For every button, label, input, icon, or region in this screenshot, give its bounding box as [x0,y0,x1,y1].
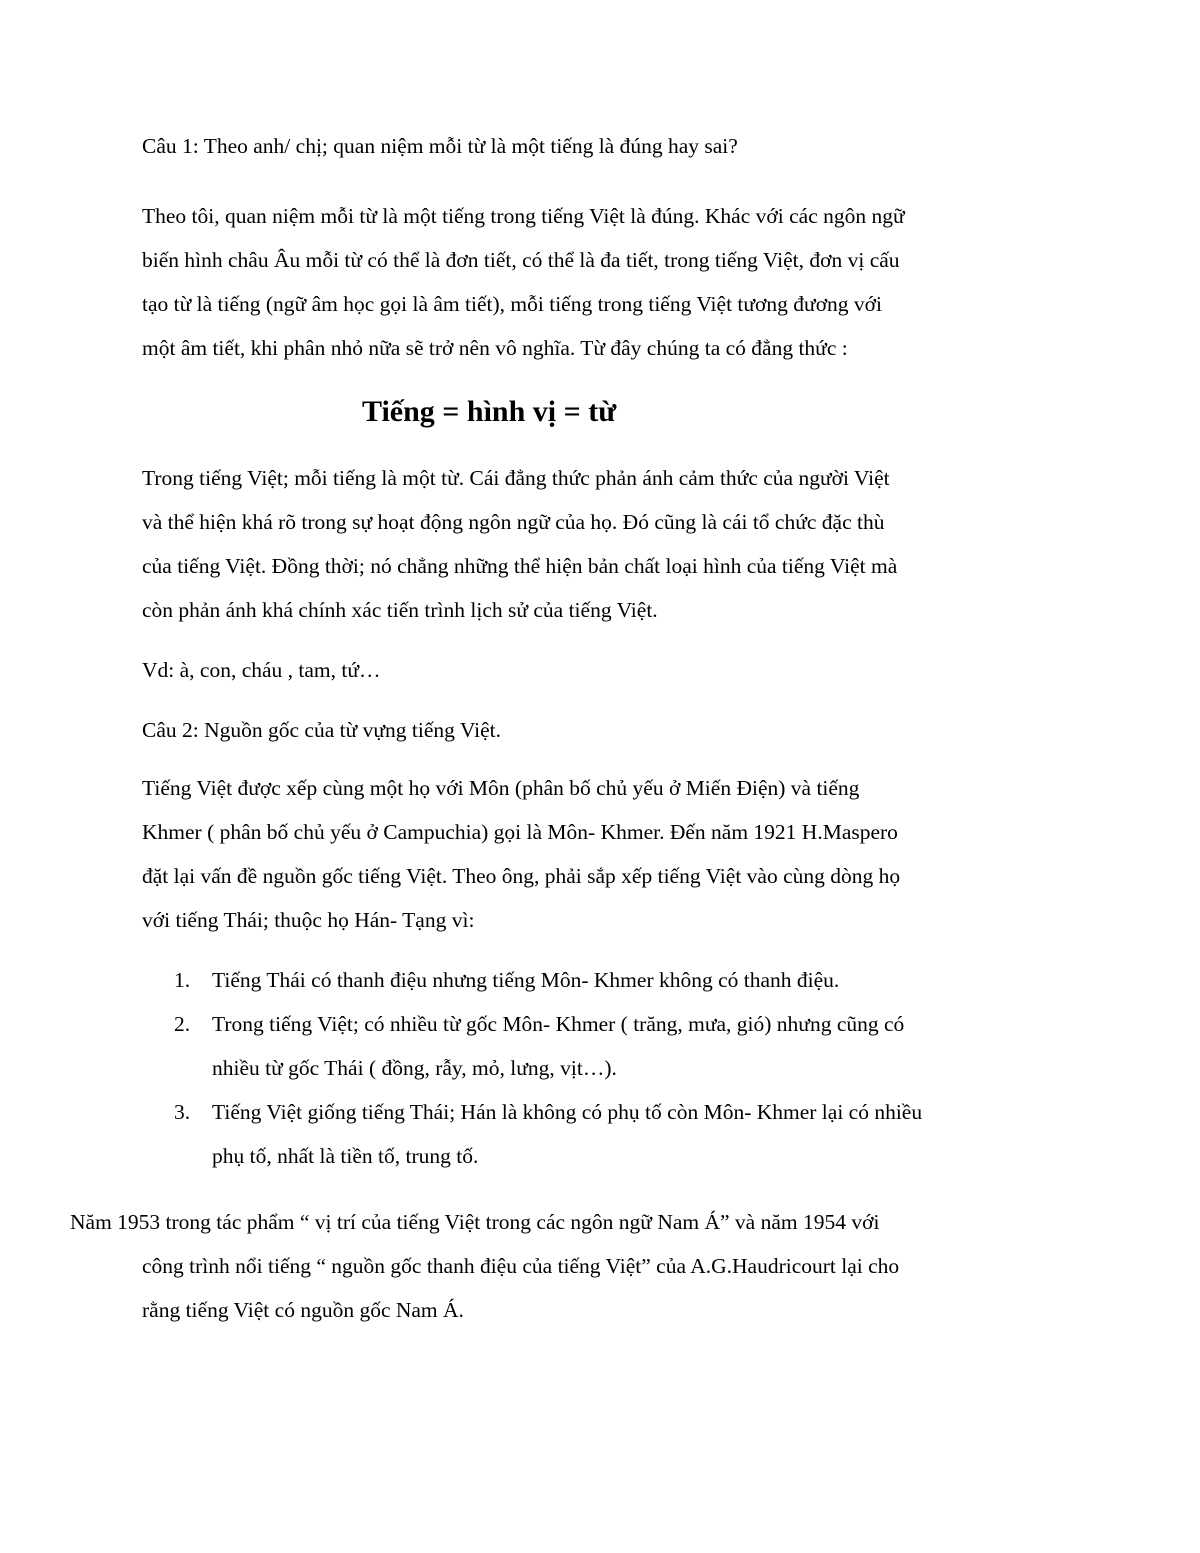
text-line: đặt lại vấn đề nguồn gốc tiếng Việt. Theo ông, phải sắp xếp tiếng Việt vào cùng dòng họ [142,864,901,888]
text-line: một âm tiết, khi phân nhỏ nữa sẽ trở nên vô nghĩa. Từ đây chúng ta có đẳng thức : [142,336,848,360]
question-1-paragraph-2 [142,456,1062,632]
text-line: Trong tiếng Việt; có nhiều từ gốc Môn- Khmer ( trăng, mưa, gió) nhưng cũng có [212,1012,905,1036]
text-line: Tiếng Việt được xếp cùng một họ với Môn (phân bố chủ yếu ở Miến Điện) và tiếng [142,776,860,800]
text-line: tạo từ là tiếng (ngữ âm học gọi là âm tiết), mỗi tiếng trong tiếng Việt tương đương với [142,292,883,316]
text-line: Trong tiếng Việt; mỗi tiếng là một từ. Cái đẳng thức phản ánh cảm thức của người Việt [142,466,890,490]
question-2-paragraph [142,766,1062,942]
text-line: Khmer ( phân bố chủ yếu ở Campuchia) gọi là Môn- Khmer. Đến năm 1921 H.Maspero [142,820,898,844]
list-item [142,1090,1082,1178]
text-line: công trình nổi tiếng “ nguồn gốc thanh điệu của tiếng Việt” của A.G.Haudricourt lại cho [142,1253,900,1278]
question-2-heading: Câu 2: Nguồn gốc của từ vựng tiếng Việt. [142,718,501,742]
text-line: Năm 1953 trong tác phẩm “ vị trí của tiếng Việt trong các ngôn ngữ Nam Á” và năm 1954 với [70,1209,880,1234]
example-line: Vd: à, con, cháu , tam, tứ… [142,658,381,682]
text-line: với tiếng Thái; thuộc họ Hán- Tạng vì: [142,908,475,932]
list-item [142,958,1082,1002]
numbered-list [142,958,1082,1178]
text-line: rằng tiếng Việt có nguồn gốc Nam Á. [142,1297,464,1322]
equation-formula: Tiếng = hình vị = từ [362,395,617,428]
text-line: còn phản ánh khá chính xác tiến trình lịch sử của tiếng Việt. [142,598,658,622]
question-1-heading: Câu 1: Theo anh/ chị; quan niệm mỗi từ là một tiếng là đúng hay sai? [142,134,738,158]
list-number: 1. [174,968,191,992]
text-line: Theo tôi, quan niệm mỗi từ là một tiếng trong tiếng Việt là đúng. Khác với các ngôn ngữ [142,204,905,228]
text-line: biến hình châu Âu mỗi từ có thể là đơn tiết, có thể là đa tiết, trong tiếng Việt, đơn vị cấu [142,248,900,272]
list-number: 2. [174,1012,191,1036]
text-line: Tiếng Việt giống tiếng Thái; Hán là không có phụ tố còn Môn- Khmer lại có nhiều [212,1100,923,1124]
text-line: và thể hiện khá rõ trong sự hoạt động ngôn ngữ của họ. Đó cũng là cái tổ chức đặc thù [142,510,885,534]
text-line: của tiếng Việt. Đồng thời; nó chẳng những thể hiện bản chất loại hình của tiếng Việt mà [142,554,898,578]
list-number: 3. [174,1100,191,1124]
question-1-paragraph-1 [142,194,1062,370]
closing-paragraph [70,1200,1070,1332]
list-item [142,1002,1082,1090]
text-line: nhiều từ gốc Thái ( đồng, rẫy, mỏ, lưng, vịt…). [212,1056,617,1080]
text-line: Tiếng Thái có thanh điệu nhưng tiếng Môn- Khmer không có thanh điệu. [212,968,840,992]
text-line: phụ tố, nhất là tiền tố, trung tố. [212,1144,479,1168]
